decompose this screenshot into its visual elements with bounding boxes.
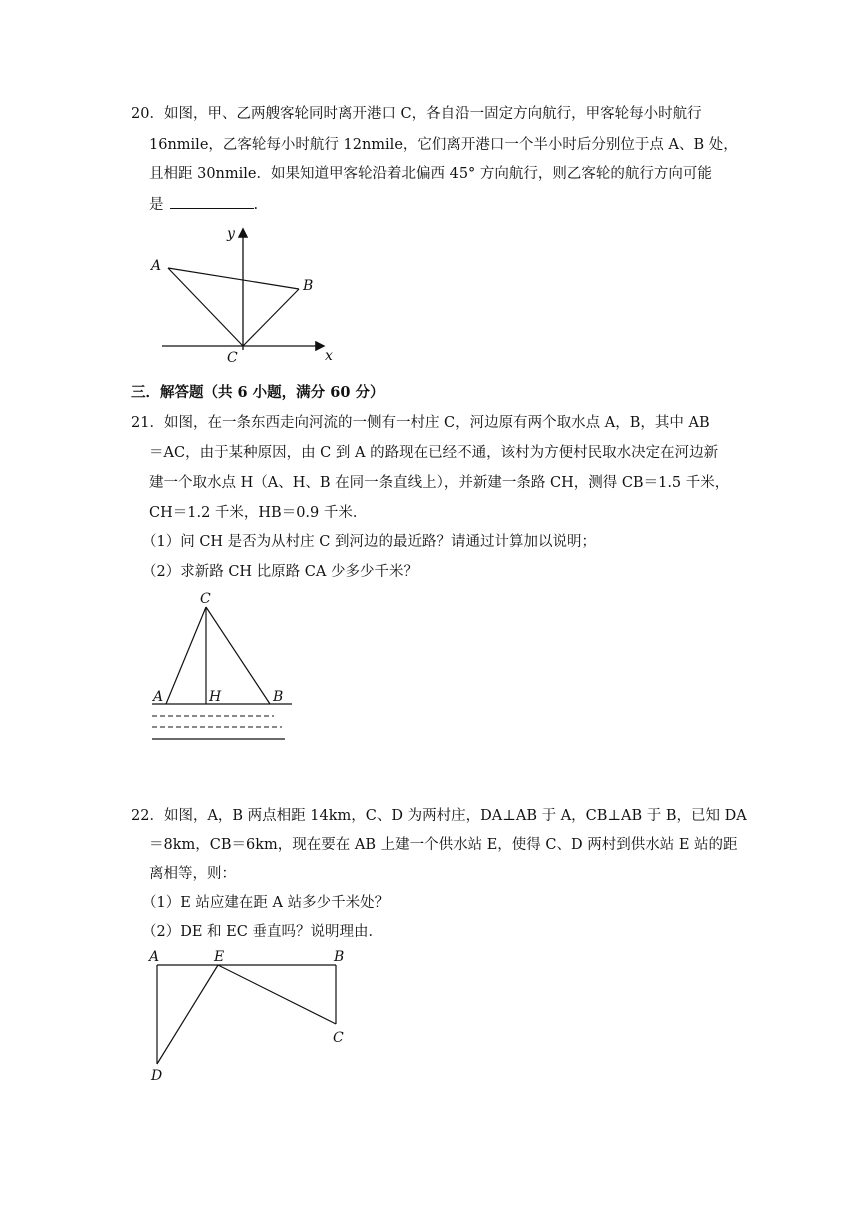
q21-subq-2: （2）求新路 CH 比原路 CA 少多少千米？ (142, 564, 418, 580)
segment-cb (243, 289, 299, 346)
label-a: A (153, 689, 164, 705)
q21-line-1: 21．如图，在一条东西走向河流的一侧有一村庄 C，河边原有两个取水点 A，B，其中 AB (131, 415, 710, 431)
label-b: B (273, 689, 284, 705)
label-e: E (214, 949, 225, 965)
q22-line-3: 离相等，则： (149, 866, 236, 882)
q22-figure (147, 949, 344, 1084)
label-a: A (151, 258, 162, 274)
section-heading: 三．解答题（共 6 小题，满分 60 分） (131, 384, 385, 401)
label-c: C (227, 350, 238, 366)
q21-line-2: ＝AC，由于某种原因，由 C 到 A 的路现在已经不通，该村为方便村民取水决定在河边新 (149, 445, 719, 461)
q20-figure (149, 226, 333, 366)
segment-ab (168, 268, 299, 289)
q22-subq-2: （2）DE 和 EC 垂直吗？说明理由． (142, 924, 383, 940)
label-c: C (333, 1030, 344, 1046)
q20-line-4-text: 是 (149, 197, 164, 213)
segment-ec (218, 965, 336, 1024)
label-y: y (227, 226, 235, 242)
label-b: B (303, 278, 314, 294)
q21-figure (151, 591, 292, 739)
q20-line-1: 20．如图，甲、乙两艘客轮同时离开港口 C，各自沿一固定方向航行，甲客轮每小时航行 (131, 106, 702, 122)
label-d: D (151, 1068, 163, 1084)
label-a: A (149, 949, 160, 965)
q22-line-1: 22．如图，A，B 两点相距 14km，C、D 为两村庄，DA⊥AB 于 A，CB⊥AB 于 B，已知 DA (131, 808, 747, 824)
q20-end-punct: . (253, 197, 259, 213)
label-b: B (334, 949, 345, 965)
q20-line-2: 16nmile，乙客轮每小时航行 12nmile，它们离开港口一个半小时后分别位于点 A、B 处， (149, 137, 738, 153)
segment-ca (168, 268, 243, 346)
q21-line-4: CH＝1.2 千米，HB＝0.9 千米． (149, 505, 368, 521)
segment-ca (166, 607, 206, 704)
q21-line-3: 建一个取水点 H（A、H、B 在同一条直线上），并新建一条路 CH，测得 CB＝1.5 千米， (149, 475, 730, 491)
q21-subq-1: （1）问 CH 是否为从村庄 C 到河边的最近路？请通过计算加以说明； (142, 534, 596, 550)
label-h: H (209, 689, 222, 705)
label-c: C (200, 591, 211, 607)
q20-line-3: 且相距 30nmile．如果知道甲客轮沿着北偏西 45° 方向航行，则乙客轮的航行方向可能 (149, 166, 712, 182)
segment-ed (157, 965, 218, 1064)
label-x: x (325, 348, 333, 364)
q22-line-2: ＝8km，CB＝6km，现在要在 AB 上建一个供水站 E，使得 C、D 两村到供水站 E 站的距 (149, 837, 738, 853)
q22-subq-1: （1）E 站应建在距 A 站多少千米处？ (142, 895, 390, 911)
